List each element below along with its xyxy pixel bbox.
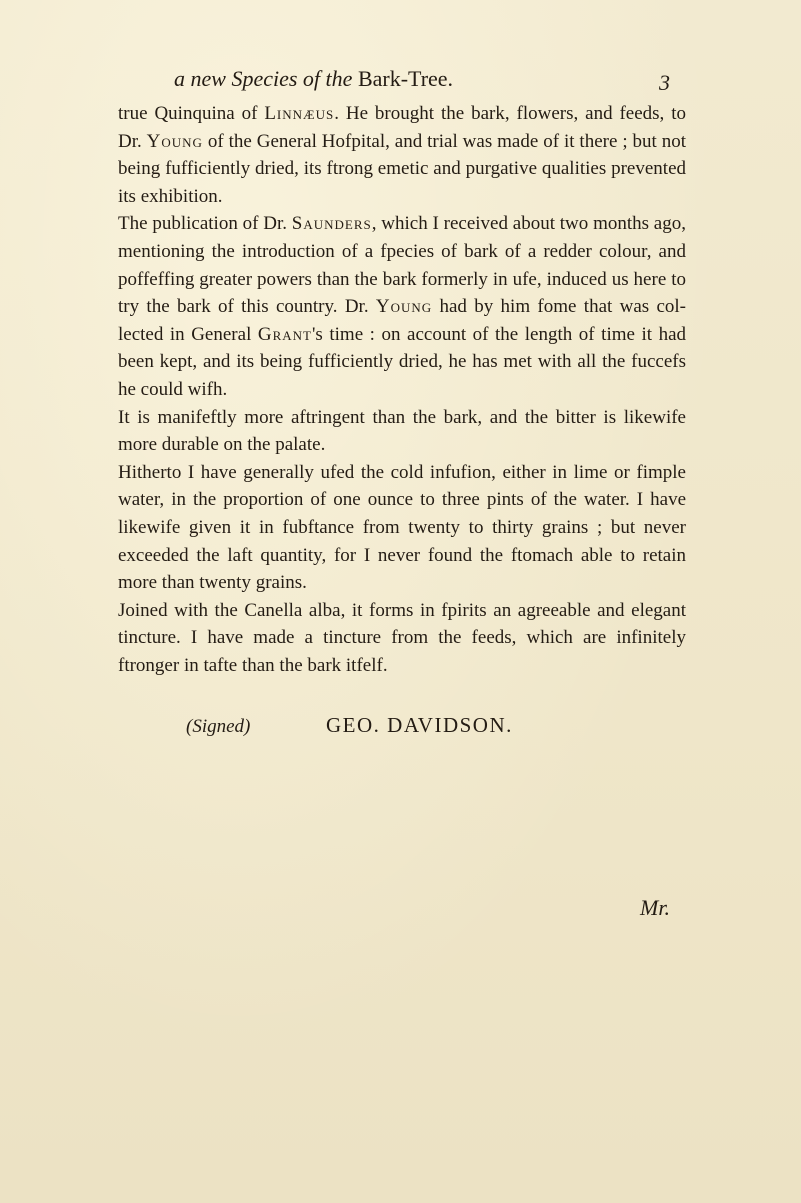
catchword: Mr.	[640, 895, 670, 920]
signed-label: (Signed)	[186, 716, 251, 737]
name-linnaeus: Linnæus	[264, 103, 335, 124]
title-species: Species	[231, 66, 298, 91]
p1-text-a: true Quinquina of	[118, 103, 265, 124]
signer-name: GEO. DAVIDSON.	[326, 713, 513, 737]
title-main: Bark-Tree.	[357, 66, 454, 91]
name-saunders: Saunders	[291, 213, 372, 235]
p2-text-d: 's time : on account of the length of time it had been kept, and its being fufficiently dried, he has met with all the fuccefs he could wifh.	[118, 323, 687, 400]
name-grant: Grant	[257, 323, 312, 345]
p2-text-b: , which I received about two months ago, mentioning the introduction of a fpecies of bark of a redder colour, and poffeffing greater powers than the bark formerly in ufe, induced us here to try the bark of this country. Dr.	[118, 213, 686, 318]
running-header	[118, 66, 678, 96]
paragraph-3: It is manifeftly more aftringent than the bark, and the bitter is likewife more durable on the palate.	[118, 406, 686, 456]
title-prefix: a new	[174, 66, 226, 91]
paragraph-1	[118, 100, 686, 210]
p2-text-a: The publication of Dr.	[118, 213, 292, 235]
p1-text-c: of the General Hofpital, and trial was made of it there ; but not being fufficiently dried, its ftrong emetic and purgative qualities prevented its exhibition.	[118, 130, 686, 207]
paragraph-2	[118, 210, 686, 403]
running-title	[174, 66, 453, 92]
paragraph-5: Joined with the Canella alba, it forms in fpirits an agreeable and elegant tincture. I have made a tincture from the feeds, which are infinitely ftronger in tafte than the bark itfelf.	[118, 599, 686, 676]
title-the: the	[325, 66, 353, 91]
p2-text-c: had by him fome that was col-lected in General	[118, 296, 686, 345]
paragraph-4: Hitherto I have generally ufed the cold infufion, either in lime or fimple water, in the proportion of one ounce to three pints of the water. I have likewife given it in fubftance from twenty to thirty grains ; but never exceeded the laft quantity, for I never found the ftomach able to retain more than twenty grains.	[118, 461, 686, 594]
title-of: of	[302, 66, 321, 91]
page-number: 3	[659, 70, 670, 95]
signature-block	[186, 713, 686, 738]
p1-text-b: . He brought the bark, flowers, and feeds, to Dr.	[118, 103, 687, 152]
name-young: Young	[146, 130, 203, 152]
name-young-2: Young	[375, 296, 433, 318]
body-text	[118, 100, 686, 679]
